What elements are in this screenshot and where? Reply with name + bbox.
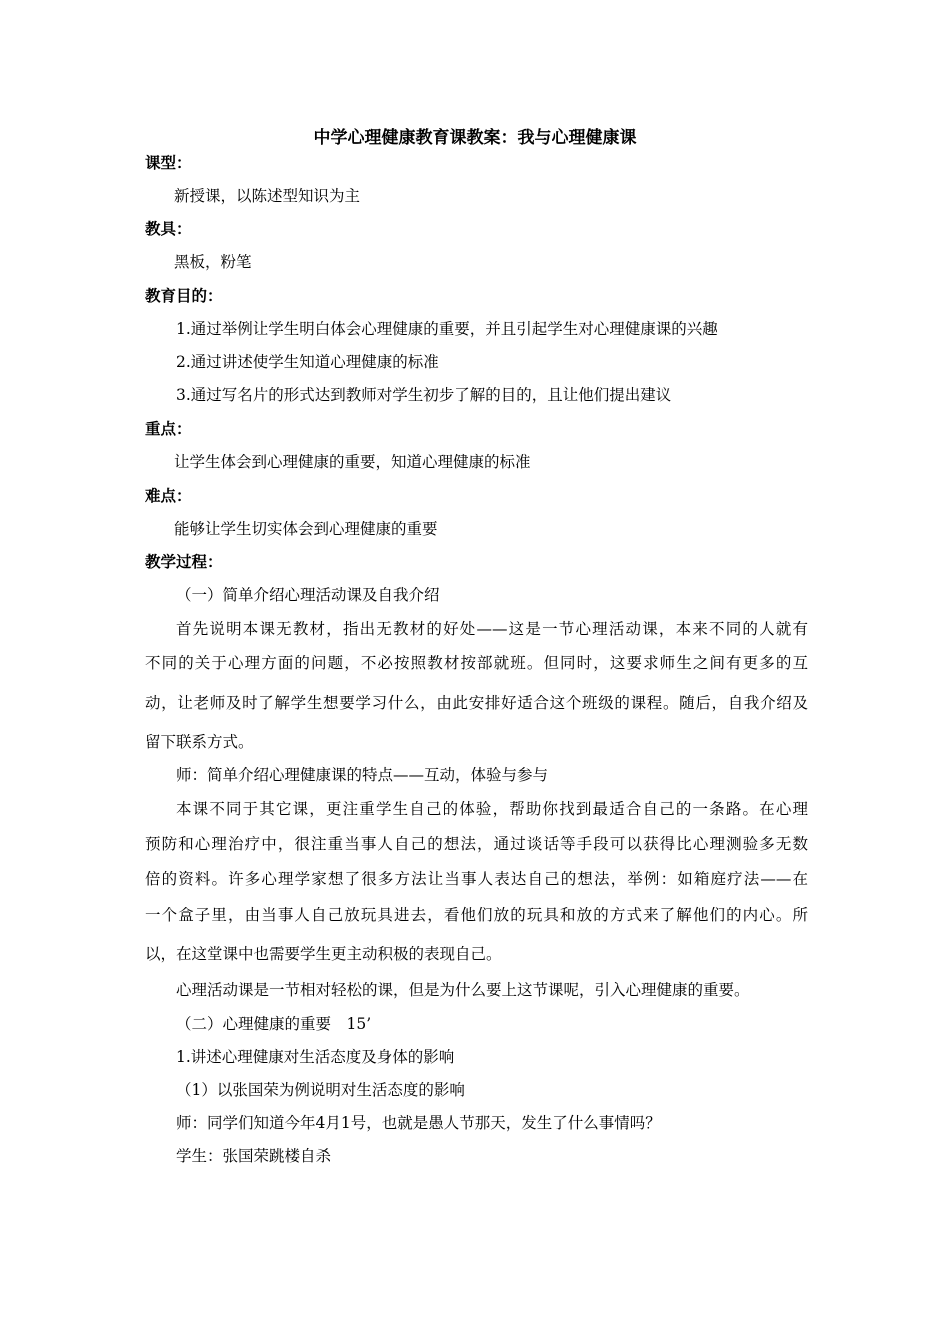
- paragraph-line: 预防和心理治疗中，很注重当事人自己的想法，通过谈话等手段可以获得比心理测验多无数: [145, 835, 808, 853]
- teacher-line: 师：同学们知道今年4月1号，也就是愚人节那天，发生了什么事情吗？: [176, 1114, 661, 1132]
- list-item: 1.讲述心理健康对生活态度及身体的影响: [176, 1048, 455, 1066]
- goal-item: 3.通过写名片的形式达到教师对学生初步了解的目的，且让他们提出建议: [176, 386, 672, 404]
- section-heading: （一）简单介绍心理活动课及自我介绍: [176, 586, 440, 604]
- list-item: （1）以张国荣为例说明对生活态度的影响: [176, 1081, 465, 1099]
- paragraph-line: 不同的关于心理方面的问题，不必按照教材按部就班。但同时，这要求师生之间有更多的互: [145, 654, 808, 672]
- paragraph-line: 一个盒子里，由当事人自己放玩具进去，看他们放的玩具和放的方式来了解他们的内心。所: [145, 906, 808, 924]
- course-type-heading: 课型：: [145, 154, 192, 172]
- section-heading: （二）心理健康的重要 15’: [176, 1015, 372, 1033]
- paragraph-line: 以，在这堂课中也需要学生更主动积极的表现自己。: [145, 945, 502, 963]
- paragraph-line: 动，让老师及时了解学生想要学习什么，由此安排好适合这个班级的课程。随后，自我介绍及: [145, 694, 808, 712]
- paragraph-line: 本课不同于其它课，更注重学生自己的体验，帮助你找到最适合自己的一条路。在心理: [176, 800, 808, 818]
- paragraph-line: 倍的资料。许多心理学家想了很多方法让当事人表达自己的想法，举例：如箱庭疗法——在: [145, 870, 808, 888]
- student-line: 学生：张国荣跳楼自杀: [176, 1147, 332, 1165]
- paragraph-line: 留下联系方式。: [145, 733, 254, 751]
- document-title: 中学心理健康教育课教案：我与心理健康课: [313, 128, 637, 148]
- course-type-text: 新授课，以陈述型知识为主: [174, 187, 361, 205]
- key-point-text: 让学生体会到心理健康的重要，知道心理健康的标准: [174, 453, 531, 471]
- key-point-heading: 重点：: [145, 420, 192, 438]
- paragraph-line: 首先说明本课无教材，指出无教材的好处——这是一节心理活动课，本来不同的人就有: [176, 620, 808, 638]
- goal-item: 2.通过讲述使学生知道心理健康的标准: [176, 353, 439, 371]
- difficulty-heading: 难点：: [145, 487, 192, 505]
- process-heading: 教学过程：: [145, 553, 223, 571]
- goals-heading: 教育目的：: [145, 287, 223, 305]
- tools-heading: 教具：: [145, 220, 192, 238]
- teacher-line: 师：简单介绍心理健康课的特点——互动，体验与参与: [176, 766, 549, 784]
- goal-item: 1.通过举例让学生明白体会心理健康的重要，并且引起学生对心理健康课的兴趣: [176, 320, 718, 338]
- paragraph-line: 心理活动课是一节相对轻松的课，但是为什么要上这节课呢，引入心理健康的重要。: [176, 981, 750, 999]
- tools-text: 黑板，粉笔: [174, 253, 252, 271]
- difficulty-text: 能够让学生切实体会到心理健康的重要: [174, 520, 438, 538]
